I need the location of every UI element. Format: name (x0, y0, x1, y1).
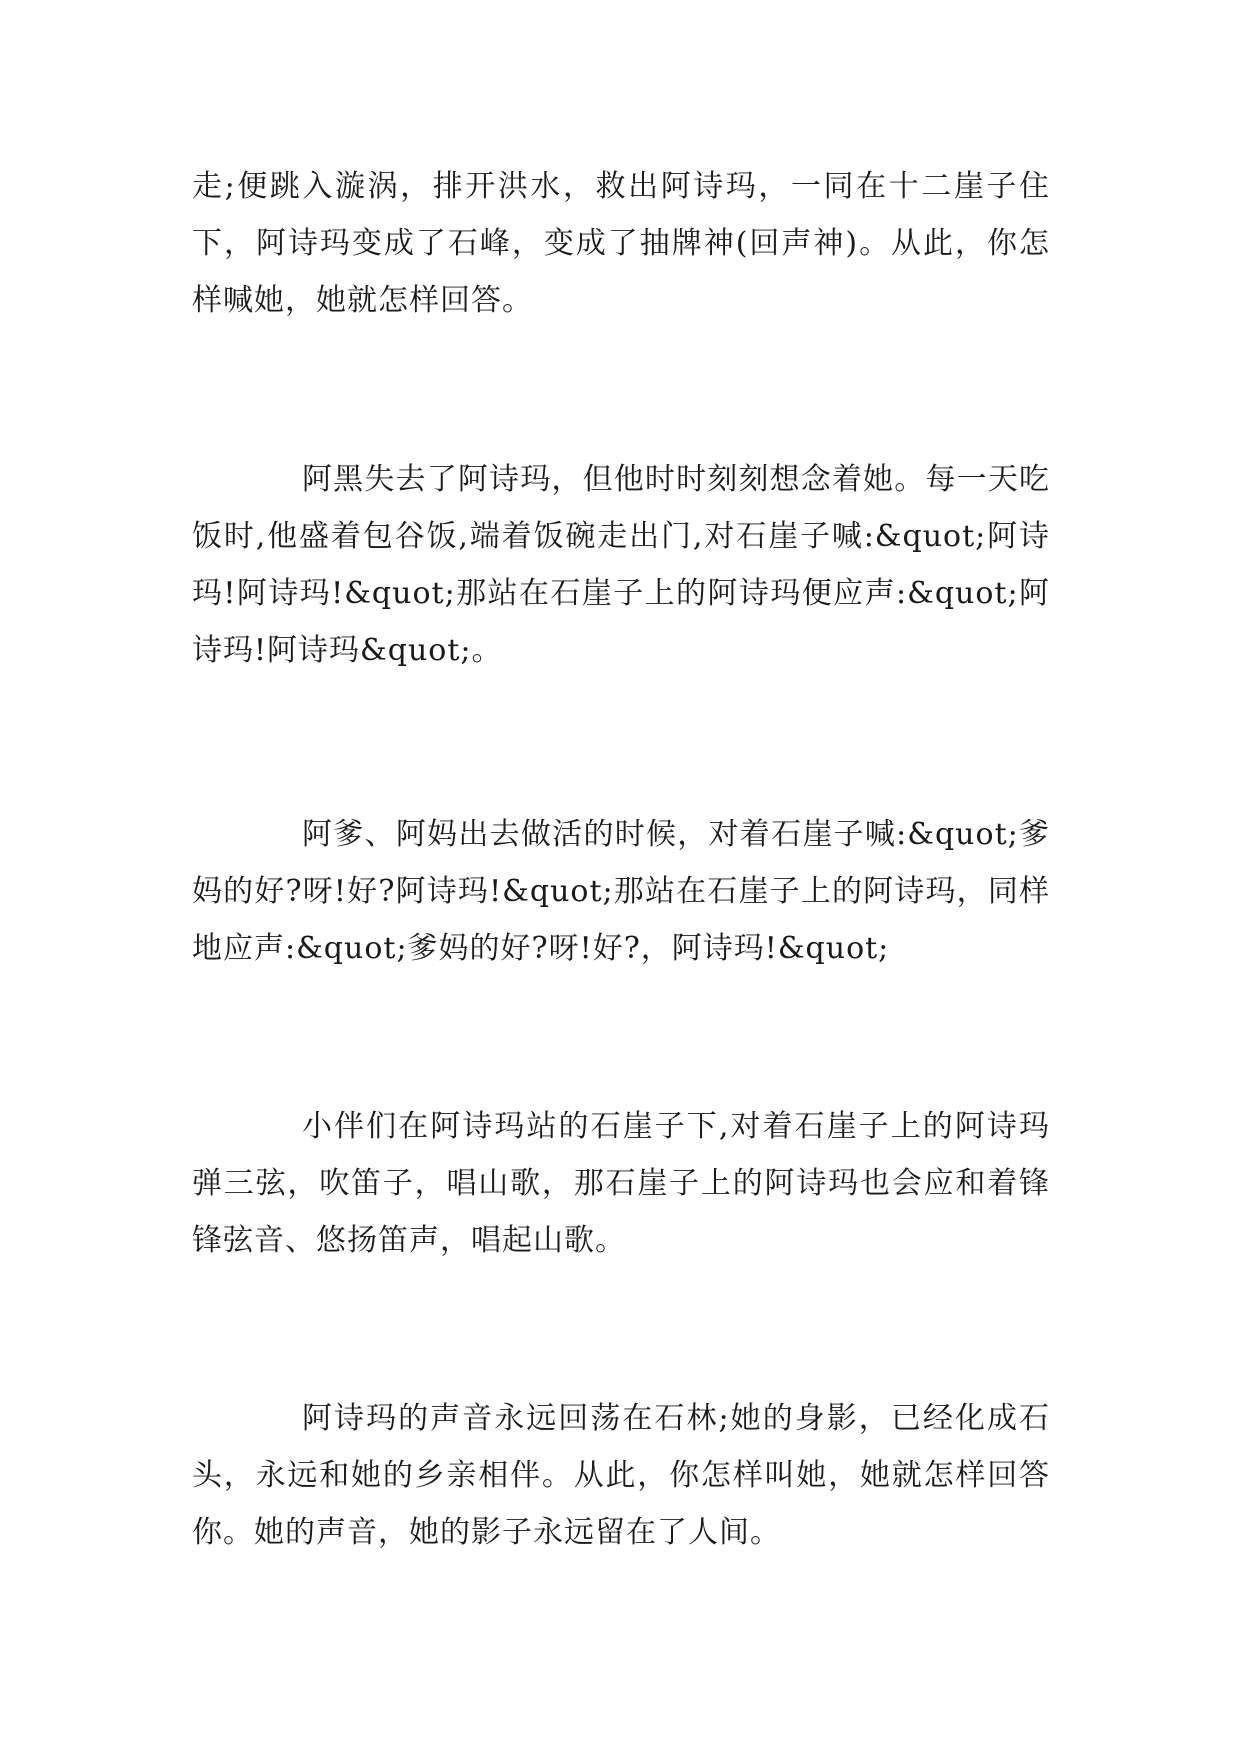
paragraph-1: 走;便跳入漩涡，排开洪水，救出阿诗玛，一同在十二崖子住下，阿诗玛变成了石峰，变成了抽牌神(回声神)。从此，你怎样喊她，她就怎样回答。 (192, 169, 1050, 318)
paragraph-2: 阿黑失去了阿诗玛，但他时时刻刻想念着她。每一天吃饭时,他盛着包谷饭,端着饭碗走出门,对石崖子喊:&quot;阿诗玛!阿诗玛!&quot;那站在石崖子上的阿诗玛便应声:&quot;阿诗玛!阿诗玛&quot;。 (192, 462, 1050, 668)
paragraph-3: 阿爹、阿妈出去做活的时候，对着石崖子喊:&quot;爹妈的好?呀!好?阿诗玛!&quot;那站在石崖子上的阿诗玛，同样地应声:&quot;爹妈的好?呀!好?，阿诗玛!&quot; (192, 817, 1050, 966)
paragraph-5: 阿诗玛的声音永远回荡在石林;她的身影，已经化成石头，永远和她的乡亲相伴。从此，你怎样叫她，她就怎样回答你。她的声音，她的影子永远留在了人间。 (192, 1401, 1050, 1550)
paragraph-4: 小伴们在阿诗玛站的石崖子下,对着石崖子上的阿诗玛弹三弦，吹笛子，唱山歌，那石崖子上的阿诗玛也会应和着锋锋弦音、悠扬笛声，唱起山歌。 (192, 1109, 1050, 1258)
